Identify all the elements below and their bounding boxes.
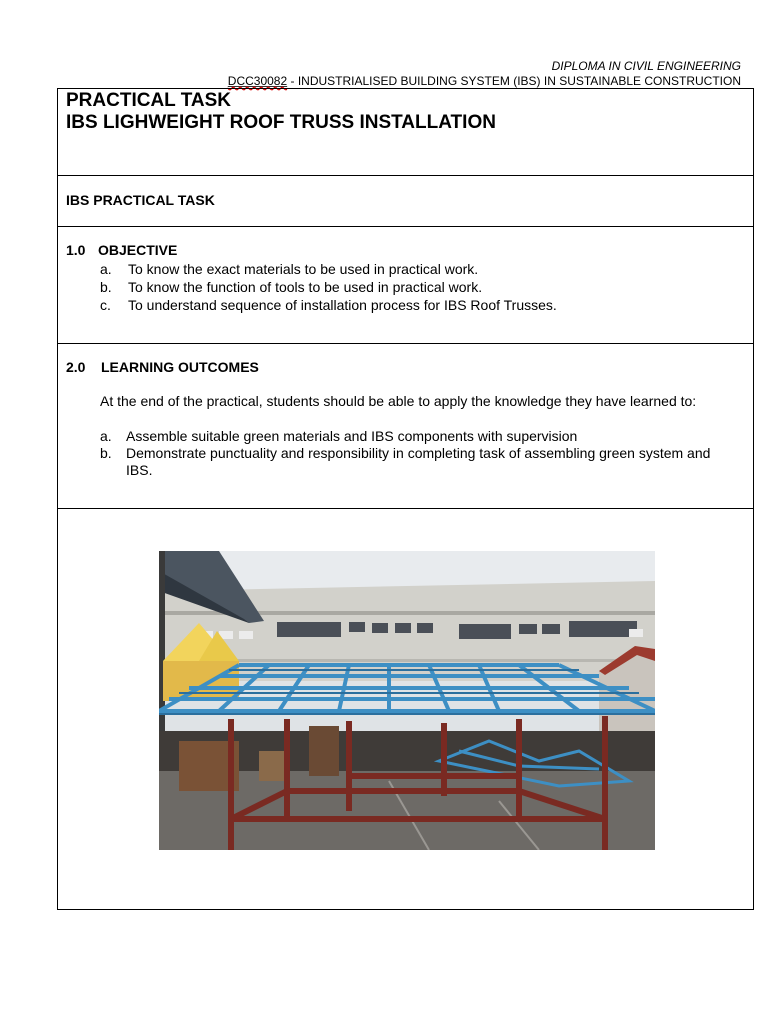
objective-item-a: a. To know the exact materials to be used in practical work. (100, 261, 479, 277)
course-header (228, 74, 741, 88)
outcomes-heading: 2.0 LEARNING OUTCOMES (66, 359, 259, 375)
outcomes-intro: At the end of the practical, students should be able to apply the knowledge they have learned to: (100, 393, 697, 409)
objective-row (58, 227, 753, 344)
objective-item-b: b. To know the function of tools to be used in practical work. (100, 279, 483, 295)
course-code: DCC30082 (227, 74, 288, 88)
outcome-item-b: b. Demonstrate punctuality and responsibility in completing task of assembling green system and IBS. (100, 445, 711, 478)
page-title: PRACTICAL TASK (66, 90, 232, 111)
program-header: DIPLOMA IN CIVIL ENGINEERING (551, 59, 741, 73)
title-row (58, 89, 753, 176)
outcome-item-a: a. Assemble suitable green materials and IBS components with supervision (100, 428, 578, 444)
objective-item-c: c. To understand sequence of installation process for IBS Roof Trusses. (100, 297, 557, 313)
roof-truss-photo (159, 551, 655, 850)
task-type-label: IBS PRACTICAL TASK (66, 192, 215, 208)
objective-heading: 1.0 OBJECTIVE (66, 242, 178, 258)
task-table (57, 88, 754, 910)
page-subtitle-title: IBS LIGHWEIGHT ROOF TRUSS INSTALLATION (66, 112, 496, 133)
outcomes-row (58, 344, 753, 509)
photo-row (58, 509, 753, 909)
course-name: - INDUSTRIALISED BUILDING SYSTEM (IBS) IN SUSTAINABLE CONSTRUCTION (287, 74, 741, 88)
task-type-row (58, 176, 753, 227)
